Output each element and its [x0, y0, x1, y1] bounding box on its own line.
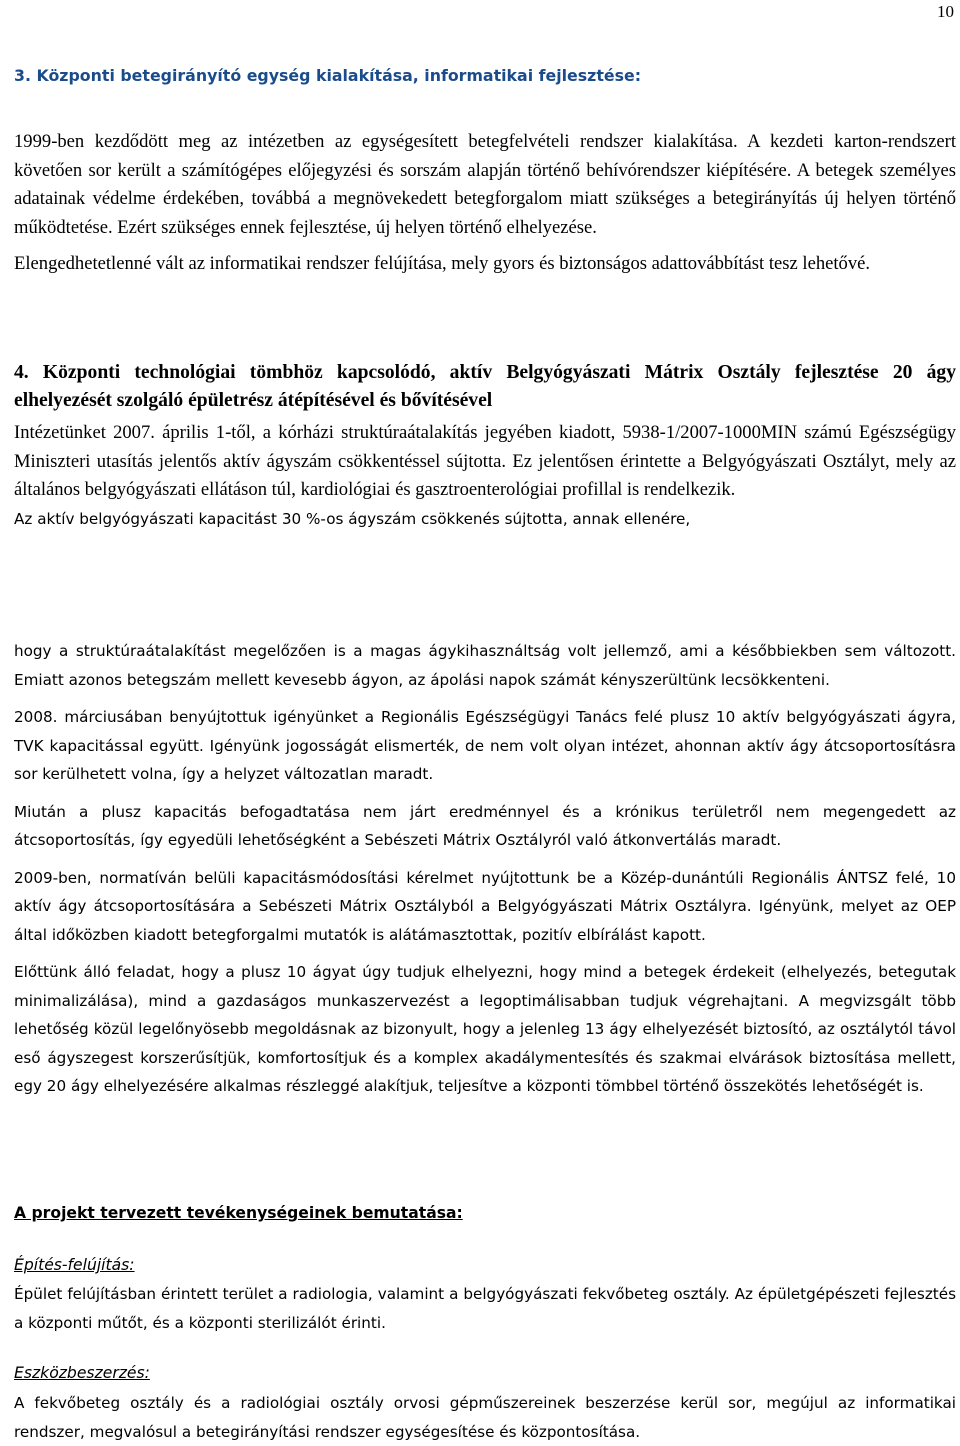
section-4-paragraph: 2008. márciusában benyújtottuk igényünket a Regionális Egészségügyi Tanács felé plusz 10 aktív belgyógyászati ágyra, TVK kapacitással együtt. Igényünk jogosságát elismerték, de nem volt olyan intézet, ahonnan aktív ágy átcsoportosításra sor kerülhetett volna, így a helyzet változatlan maradt.: [14, 708, 956, 783]
section-3-body: [14, 128, 956, 279]
equipment-section: [14, 1389, 956, 1446]
construction-text: Épület felújításban érintett terület a radiologia, valamint a belgyógyászati fekvőbeteg osztály. Az épületgépészeti fejlesztés a központi műtőt, és a központi sterilizálót érinti.: [14, 1285, 956, 1332]
section-3-heading: 3. Központi betegirányító egység kialakítása, informatikai fejlesztése:: [14, 66, 642, 85]
section-4-paragraph: 2009-ben, normatíván belüli kapacitásmódosítási kérelmet nyújtottunk be a Közép-dunántúli Regionális ÁNTSZ felé, 10 aktív ágy átcsoportosítására a Sebészeti Mátrix Osztályból a Belgyógyászati Mátrix Osztályra. Igényünk, melyet az OEP által időközben kiadott betegforgalmi mutatók is alátámasztottak, pozitív elbírálást kapott.: [14, 868, 956, 944]
page-number: 10: [937, 2, 954, 21]
section-4-paragraph: Előttünk álló feladat, hogy a plusz 10 ágyat úgy tudjuk elhelyezni, hogy mind a betegek érdekeit (elhelyezés, betegutak minimalizálása), mind a gazdaságos munkaszervezést a legoptimálisabban tudjuk végrehajtani. A megvizsgált több lehetőség közül legelőnyösebb megoldásnak az bizonyult, hogy a jelenleg 13 ágy elhelyezését biztosító, az osztálytól távol eső ágyszegest korszerűsítjük, komfortosítjuk és a komplex akadálymentesítés és szakmai elvárások biztosítása mellett, egy 20 ágy elhelyezésére alkalmas részleggé alakítjuk, teljesítve a központi tömbbel történő összekötés lehetőségét is.: [14, 963, 956, 1095]
section-4-paragraph: hogy a struktúraátalakítást megelőzően is a magas ágykihasználtság volt jellemző, ami a későbbiekben sem változott. Emiatt azonos betegszám mellett kevesebb ágyon, az ápolási napok számát kényszerültünk lecsökkenteni.: [14, 642, 956, 689]
section-4-intro: [14, 419, 956, 533]
section-4-heading: 4. Központi technológiai tömbhöz kapcsolódó, aktív Belgyógyászati Mátrix Osztály fejlesztése 20 ágy elhelyezését szolgáló épületrész átépítésével és bővítésével: [14, 362, 956, 411]
construction-heading: Építés-felújítás:: [14, 1256, 135, 1274]
section-4-paragraph-1-tail: Az aktív belgyógyászati kapacitást 30 %-os ágyszám csökkenés sújtotta, annak ellenére,: [14, 509, 691, 528]
project-heading: A projekt tervezett tevékenységeinek bemutatása:: [14, 1204, 463, 1222]
section-4-body: [14, 637, 956, 1110]
construction-section: [14, 1280, 956, 1337]
section-3-paragraph-1: 1999-ben kezdődött meg az intézetben az egységesített betegfelvételi rendszer kialakítása. A kezdeti karton-rendszert követően sor került a számítógépes előjegyzési és sorszám alapján történő behívórendszer kiépítésére. A betegek személyes adatainak védelme érdekében, továbbá a megnövekedett betegforgalom miatt szükséges a betegirányítás új helyen történő működtetése. Ezért szükséges ennek fejlesztése, új helyen történő elhelyezése.: [14, 131, 956, 238]
section-3-paragraph-2: Elengedhetetlenné vált az informatikai rendszer felújítása, mely gyors és biztonságos adattovábbítást tesz lehetővé.: [14, 253, 871, 274]
section-4-paragraph-1: Intézetünket 2007. április 1-től, a kórházi struktúraátalakítás jegyében kiadott, 5938-1/2007-1000MIN számú Egészségügy Miniszteri utasítás jelentős aktív ágyszám csökkentéssel sújtotta. Ez jelentősen érintette a Belgyógyászati Osztályt, mely az általános belgyógyászati ellátáson túl, kardiológiai és gasztroenterológiai profillal is rendelkezik.: [14, 422, 956, 500]
equipment-heading: Eszközbeszerzés:: [14, 1364, 150, 1382]
section-4-paragraph: Miután a plusz kapacitás befogadtatása nem járt eredménnyel és a krónikus területről nem megengedett az átcsoportosítás, így egyedüli lehetőségként a Sebészeti Mátrix Osztályról való átkonvertálás maradt.: [14, 802, 956, 849]
equipment-text: A fekvőbeteg osztály és a radiológiai osztály orvosi gépműszereinek beszerzése kerül sor, megújul az informatikai rendszer, megvalósul a betegirányítási rendszer egységesítése és központosítása.: [14, 1394, 956, 1441]
